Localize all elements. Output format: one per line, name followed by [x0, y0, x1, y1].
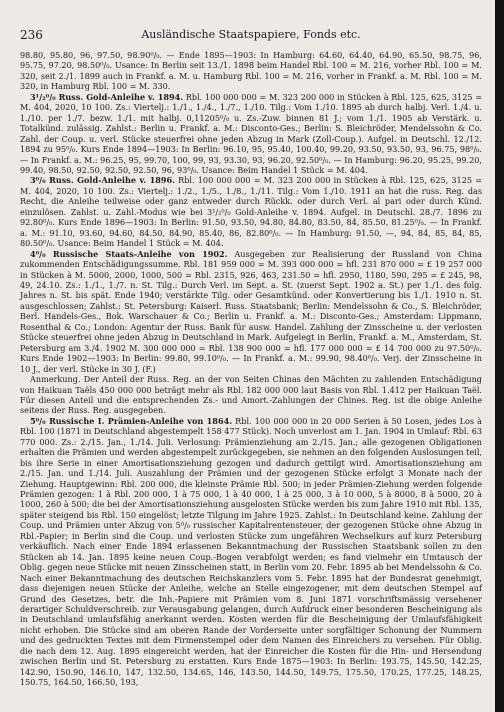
paragraph [20, 50, 482, 92]
body-text [20, 50, 482, 688]
paragraph [20, 416, 482, 688]
paragraph-text: 98.80, 95.80, 96, 97.50, 98.90⁰/₀. — Ende 1895—1903: In Hamburg: 64.60, 64.40, 64.90, 65.50, 98.75, 96, 95.75, 97.20, 98.50⁰/₀. Usance: In Berlin seit 13./1. 1898 beim Handel Rbl. 100 = M. 216, vorher Rbl. 100 = M. 320, seit 2./1. 1899 auch in Frankf. a. M. u. Hamburg Rbl. 100 = M. 216, vorher in Frankf. a. M. Rbl. 100 = M. 320, in Hamburg Rbl. 100 = M. 330. [20, 50, 482, 92]
paragraph-heading: 4⁰/₀ Russische Staats-Anleihe von 1902. [30, 248, 228, 259]
paragraph [20, 249, 482, 374]
page-edge-shadow [495, 0, 504, 712]
paragraph [20, 175, 482, 248]
paragraph-text: Ausgegeben zur Realisierung der Russland von China zukommenden Entschädigungssumme. Rbl. 181 959 000 = M. 393 000 000 = hfl. 231 870 000 = £ 19 257 000 in Stücken à M. 5000, 2000, 1000, 500 = Rbl. 2315, 926, 463, 231.50 = hfl. 2950, 1180, 590, 295 = £ 245, 98, 49, 24.10. Zs.: 1./1., 1./7. n. St. Tilg.: Durch Verl. im Sept. a. St. (zuerst Sept. 1902 a. St.) per 1./1. des folg. Jahres n. St. bis spät. Ende 1940; verstärkte Tilg. oder Gesamtkünd. oder Konvertierung bis 1./1. 1910 n. St. ausgeschlossen; Zahlst.: St. Petersburg: Kaiserl. Russ. Staatsbank; Berlin: Mendelssohn & Co., S. Bleichröder, Berl. Handels-Ges., Bok. Warschauer & Co.; Berlin u. Frankf. a. M.: Disconto-Ges.; Amsterdam: Lippmann, Rosenthal & Co.; London: Agentur der Russ. Bank für ausw. Handel. Zahlung der Zinsscheine u. der verlosten Stücke steuerfrei ohne jeden Abzug in Deutschland in Mark. Aufgelegt in Berlin, Frankf. a. M., Amsterdam, St. Petersburg am 3./4. 1902 M. 300 000 000 = Rbl. 138 900 000 = hfl. 177 000 000 = £ 14 700 000 zu 97.50⁰/₀. Kurs Ende 1902—1903: In Berlin: 99.80, 99.10⁰/₀. — In Frankf. a. M.: 99.90, 98.40⁰/₀. Verj. der Zinsscheine in 10 J., der verl. Stücke in 30 J. (F.) [20, 248, 482, 374]
paragraph-heading: 3⁰/₀ Russ. Gold-Anleihe v. 1896. [30, 175, 175, 186]
paragraph-text: Rbl. 100 000 000 in 20 000 Serien à 50 Losen, jedes Los à Rbl. 100 (1871 in Deutschland abgestempelt 158 477 Stück). Noch unverlost am 1. Jan. 1904 in Umlauf: Rbl. 63 770 000. Zs.: 2./15. Jan., 1./14. Juli. Verlosung: Prämienziehung am 2./15. Jan.; alle gezogenen Obligationen erhalten die Prämien und werden abgestempelt zurückgegeben, sie nehmen an den folgenden Auslosungen teil, bis ihre Serie in einer Amortisationsziehung gezogen und dadurch gettilgt wird. Amortisationsziehung am 2./15. Jan. und 1./14. Juli. Auszahlung der Prämien und der gezogenen Stücke erfolgt 3 Monate nach der Ziehung. Hauptgewinn: Rbl. 200 000, die kleinste Prämie Rbl. 500; in jeder Prämien-Ziehung werden folgende Prämien gezogen: 1 à Rbl. 200 000, 1 à 75 000, 1 à 40 000, 1 à 25 000, 3 à 10 000, 5 à 8000, 8 à 5000, 20 à 1000, 260 à 500; die bei der Amortisationsziehung ausgelosten Stücke werden bis zum Jahre 1910 mit Rbl. 135, später steigend bis Rbl. 150 eingelöst; letzte Tilgung im Jahre 1925. Zahlst.: In Deutschland keine. Zahlung der Coup. und Prämien unter Abzug von 5⁰/₀ russischer Kapitalrentensteuer, der gezogenen Stücke ohne Abzug in Rbl.-Papier; in Berlin sind die Coup. und verlosten Stücke zum ungefähren Wechselkurs auf kurz Petersburg verkäuflich. Nach einer Ende 1894 erlassenen Bekanntmachung der Russischen Staatsbank sollen zu den Stücken ab 14. Jan. 1895 keine neuen Coup.-Bogen verabfolgt werden; es fand vielmehr ein Umtausch der Oblig. gegen neue Stücke mit neuen Zinsscheinen statt, in Berlin vom 20. Febr. 1895 ab bei Mendelssohn & Co. Nach einer Bekanntmachung des deutschen Reichskanzlers vom 5. Febr. 1895 hat der Bundesrat genehmigt, dass diejenigen neuen Stücke der Anleihe, welche an Stelle eingezogener, mit dem deutschen Stempel auf Grund des Gesetzes, betr. die Inh.-Papiere mit Prämien vom 8. Juni 1871 vorschriftsmässig versehener derartiger Schuldverschreib. zur Verausgabung gelangen, durch Aufdruck einer besonderen Bescheinigung als in Deutschland umlaufsfähig anerkannt werden. Kosten werden für die Bescheinigung der Umlaufsfähigkeit nicht erhoben. Die Stücke sind am oberen Rande der Vorderseite unter sorgfältiger Schonung der Nummern und des gedruckten Textes mit dem Firmenstempel oder dem Namen des Einreichers zu versehen. Für Oblig. die nach dem 12. Aug. 1895 eingereicht werden, hat der Einreicher die Kosten für die Hin- und Hersendung zwischen Berlin und St. Petersburg zu erstatten. Kurs Ende 1875—1903: In Berlin: 193.75, 145.50, 142.25, 142.90, 150.90, 146.10, 147, 132.50, 134.65, 146, 143.50, 144.50, 149.75, 175.50, 170.25, 177.25, 148.25, 150.75, 164.50, 166.50, 193, [20, 415, 482, 688]
paragraph [20, 92, 482, 176]
paragraph-heading: 5⁰/₀ Russische I. Prämien-Anleihe von 1864. [30, 415, 233, 426]
paragraph-text: Rbl. 100 000 000 = M. 323 200 000 in Stücken à Rbl. 125, 625, 3125 = M. 404, 2020, 10 100. Zs.: Viertelj.: 1./1., 1./4., 1./7., 1./10. Tilg.: Vom 1./10. 1895 ab durch halbj. Verl. 1./4. u. 1./10. per 1./7. bezw. 1./1. mit halbj. 0,11205⁰/₀ u. Zs.-Zuw. binnen 81 J.; vom 1./1. 1905 ab Verstärk. u. Totalkünd. zulässig. Zahlst.: Berlin u. Frankf. a. M.: Disconto-Ges.; Berlin: S. Bleichröder, Mendelssohn & Co. Zahl. der Coup. u. verl. Stücke steuerfrei ohne jeden Abzug in Mark (Zoll-Coup.). Aufgel. in Deutschl. 12./12. 1894 zu 95⁰/₀. Kurs Ende 1894—1903: In Berlin: 96.10, 95, 95.40, 100.40, 99.20, 93.50, 93.50, 93, 96.75, 98⁰/₀. — In Frankf. a. M.: 96.25, 95, 99.70, 100, 99, 93, 93.30, 93, 96.20, 92.50⁰/₀. — In Hamburg: 96.20, 95.25, 99.20, 99.40, 98.50, 92.50, 92.50, 92.50, 96, 93⁰/₀. Usance: Beim Handel 1 Stück = M. 404. [20, 91, 482, 175]
paragraph [20, 374, 482, 416]
running-title: Ausländische Staatspapiere, Fonds etc. [141, 28, 361, 41]
page-header [20, 28, 482, 44]
paragraph-heading: 3¹/₂⁰/₀ Russ. Gold-Anleihe v. 1894. [30, 91, 184, 102]
paragraph-text: Anmerkung. Der Anteil der Russ. Reg. an der von Seiten Chinas den Mächten zu zahlenden Entschädigung von Haikuan Taëls 450 000 000 beträgt mehr als Rbl. 182 000 000 laut Basis von Rbl. 1.412 per Haikuan Taël. Für diesen Anteil und die entsprechenden Zs.- und Amort.-Zahlungen der Chines. Reg. ist die obige Anleihe seitens der Russ. Reg. ausgegeben. [20, 374, 482, 416]
page-number: 236 [20, 28, 43, 42]
paragraph-text: Rbl. 100 000 000 = M. 323 200 000 in Stücken à Rbl. 125, 625, 3125 = M. 404, 2020, 10 100. Zs.: Viertelj.: 1./2., 1./5., 1./8., 1./11. Tilg.: Vom 1./10. 1911 an hat die russ. Reg. das Recht, die Anleihe teilweise oder ganz entweder durch Rückk. oder durch Verl. al pari oder durch Künd. einzulösen. Zahlst. u. Zahl.-Modus wie bei 3¹/₂⁰/₀ Gold-Anleihe v. 1894. Aufgel. in Deutschl. 28./7. 1896 zu 92.80⁰/₀. Kurs Ende 1896—1903: In Berlin: 91.50, 93.50, 94.80, 84.80, 83.50, 84, 85.50, 81.25⁰/₀. — In Frankf. a. M.: 91.10, 93.60, 94.60, 84.50, 84.90, 85.40, 86, 82.80⁰/₀. — In Hamburg: 91.50, —, 94, 84, 85, 84, 85, 80.50⁰/₀. Usance: Beim Handel 1 Stück = M. 404. [20, 175, 482, 249]
